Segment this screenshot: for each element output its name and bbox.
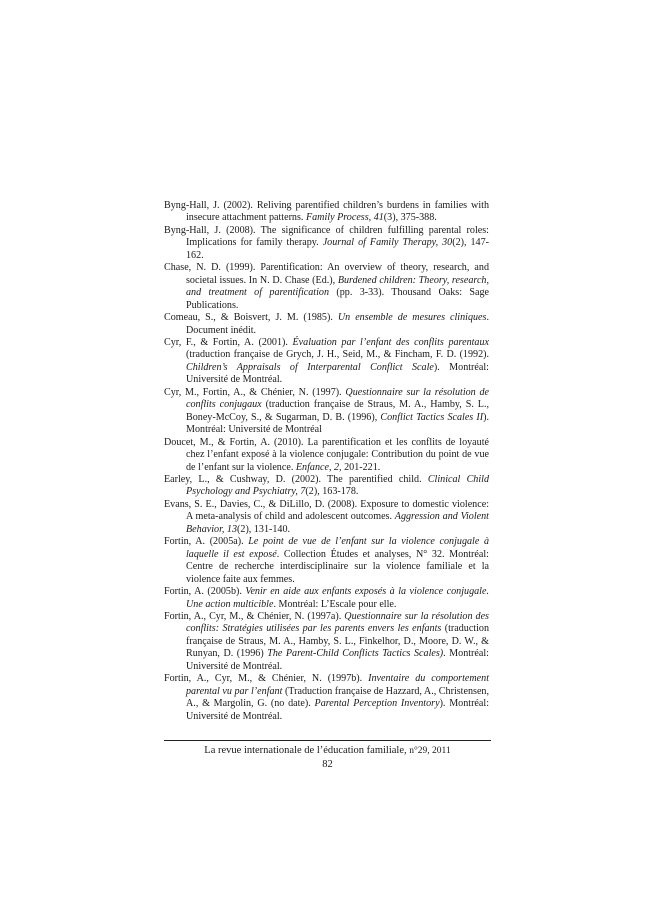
- reference-text: . Montréal: L’Escale pour elle.: [273, 598, 397, 610]
- reference-text: Evans, S. E., Davies, C., & DiLillo, D. (2008). Exposure to domestic violence: A meta-analysis of child and adolescent outcomes.: [164, 498, 489, 523]
- reference-text: 201-221.: [341, 461, 381, 473]
- reference-text: (traduction française de Straus, M. A., Hamby, S. L., Boney-McCoy, S., & Sugarman, D. B. (1996),: [186, 399, 489, 423]
- reference-text: (pp. 3-33). Thousand Oaks: Sage Publications.: [186, 287, 489, 311]
- reference-text: . Montréal: Université de Montréal.: [186, 648, 489, 672]
- reference-text: (3), 375-388.: [383, 212, 437, 224]
- reference-italic-text: Burdened children: Theory, research, and treatment of parentification: [186, 274, 489, 299]
- reference-italic-text: Inventaire du comportement parental vu par l’enfant: [186, 673, 489, 697]
- reference-italic-text: Venir en aide aux enfants exposés à la violence conjugale. Une action multicible: [186, 586, 489, 610]
- reference-text: . Document inédit.: [186, 312, 489, 336]
- reference-italic-text: Children’s Appraisals of Interparental Conflict Scale: [186, 361, 434, 373]
- reference-entry: [164, 499, 489, 536]
- reference-text: ). Montréal: Université de Montréal: [186, 411, 489, 436]
- reference-text: Earley, L., & Cushway, D. (2002). The parentified child.: [164, 473, 428, 485]
- page-footer: [164, 740, 491, 771]
- footer-issue: n°29, 2011: [409, 746, 451, 756]
- reference-entry: [164, 200, 489, 225]
- reference-entry: [164, 536, 489, 586]
- reference-italic-text: Journal of Family Therapy, 30: [322, 237, 453, 249]
- reference-entry: [164, 387, 489, 437]
- reference-italic-text: Parental Perception Inventory: [314, 698, 440, 710]
- reference-text: Comeau, S., & Boisvert, J. M. (1985).: [164, 312, 338, 324]
- reference-text: Doucet, M., & Fortin, A. (2010). La parentification et les conflits de loyauté chez l’enfant exposé à la violence conjugale: Contribution du point de vue de l’enfant sur la violence.: [164, 436, 489, 473]
- footer-journal-title: La revue internationale de l’éducation familiale,: [204, 745, 410, 756]
- reference-text: Cyr, M., Fortin, A., & Chénier, N. (1997).: [164, 386, 346, 398]
- reference-text: ). Montréal: Université de Montréal.: [186, 698, 489, 722]
- reference-italic-text: Enfance, 2,: [295, 461, 342, 473]
- reference-text: (2), 147-162.: [186, 237, 489, 261]
- reference-text: Fortin, A. (2005b).: [164, 586, 246, 598]
- reference-entry: [164, 474, 489, 499]
- reference-list: [164, 200, 489, 723]
- reference-text: Fortin, A., Cyr, M., & Chénier, N. (1997b).: [164, 673, 369, 685]
- reference-italic-text: Évaluation par l’enfant des conflits parentaux: [292, 336, 489, 348]
- reference-entry: [164, 262, 489, 312]
- reference-italic-text: Family Process, 41: [305, 212, 384, 224]
- reference-entry: [164, 611, 489, 673]
- reference-entry: [164, 225, 489, 262]
- reference-entry: [164, 586, 489, 611]
- reference-entry: [164, 312, 489, 337]
- reference-entry: [164, 337, 489, 387]
- reference-italic-text: Conflict Tactics Scales II: [380, 411, 484, 423]
- reference-italic-text: Le point de vue de l’enfant sur la violence conjugale à laquelle il est exposé: [186, 536, 489, 560]
- page-number: 82: [322, 759, 333, 770]
- footer-journal-line: [164, 744, 491, 758]
- reference-italic-text: Questionnaire sur la résolution des conflits: Stratégies utilisées par les parents envers les enfants: [186, 610, 489, 635]
- reference-italic-text: Clinical Child Psychology and Psychiatry, 7: [186, 473, 490, 498]
- reference-italic-text: Questionnaire sur la résolution de conflits conjugaux: [186, 386, 489, 411]
- reference-text: (traduction française de Straus, M. A., Hamby, S. L., Finkelhor, D., Moore, D. W., & Runyan, D. (1996): [186, 623, 489, 660]
- reference-entry: [164, 673, 489, 723]
- reference-italic-text: Aggression and Violent Behavior, 13: [186, 511, 489, 535]
- reference-text: Byng-Hall, J. (2002). Reliving parentified children’s burdens in families with insecure attachment patterns.: [164, 200, 489, 224]
- reference-italic-text: The Parent-Child Conflicts Tactics Scales): [267, 648, 444, 660]
- reference-text: Chase, N. D. (1999). Parentification: An overview of theory, research, and societal issues. In N. D. Chase (Ed.),: [164, 262, 489, 286]
- reference-text: Byng-Hall, J. (2008). The significance of children fulfilling parental roles: Implications for family therapy.: [164, 224, 489, 249]
- reference-text: Fortin, A. (2005a).: [164, 536, 249, 548]
- reference-text: ). Montréal: Université de Montréal.: [186, 361, 489, 386]
- reference-text: (2), 131-140.: [237, 523, 291, 535]
- reference-text: (Traduction française de Hazzard, A., Christensen, A., & Margolin, G. (no date).: [186, 685, 489, 710]
- reference-entry: [164, 437, 489, 474]
- reference-text: Fortin, A., Cyr, M., & Chénier, N. (1997a).: [164, 610, 345, 622]
- reference-text: (2), 163-178.: [305, 486, 359, 498]
- reference-italic-text: Un ensemble de mesures cliniques: [337, 312, 487, 324]
- reference-text: (traduction française de Grych, J. H., Seid, M., & Fincham, F. D. (1992).: [186, 349, 489, 361]
- reference-text: Cyr, F., & Fortin, A. (2001).: [164, 336, 293, 348]
- reference-text: . Collection Études et analyses, N° 32. Montréal: Centre de recherche interdisciplinaire sur la violence familiale et la violence faite aux femmes.: [186, 548, 489, 585]
